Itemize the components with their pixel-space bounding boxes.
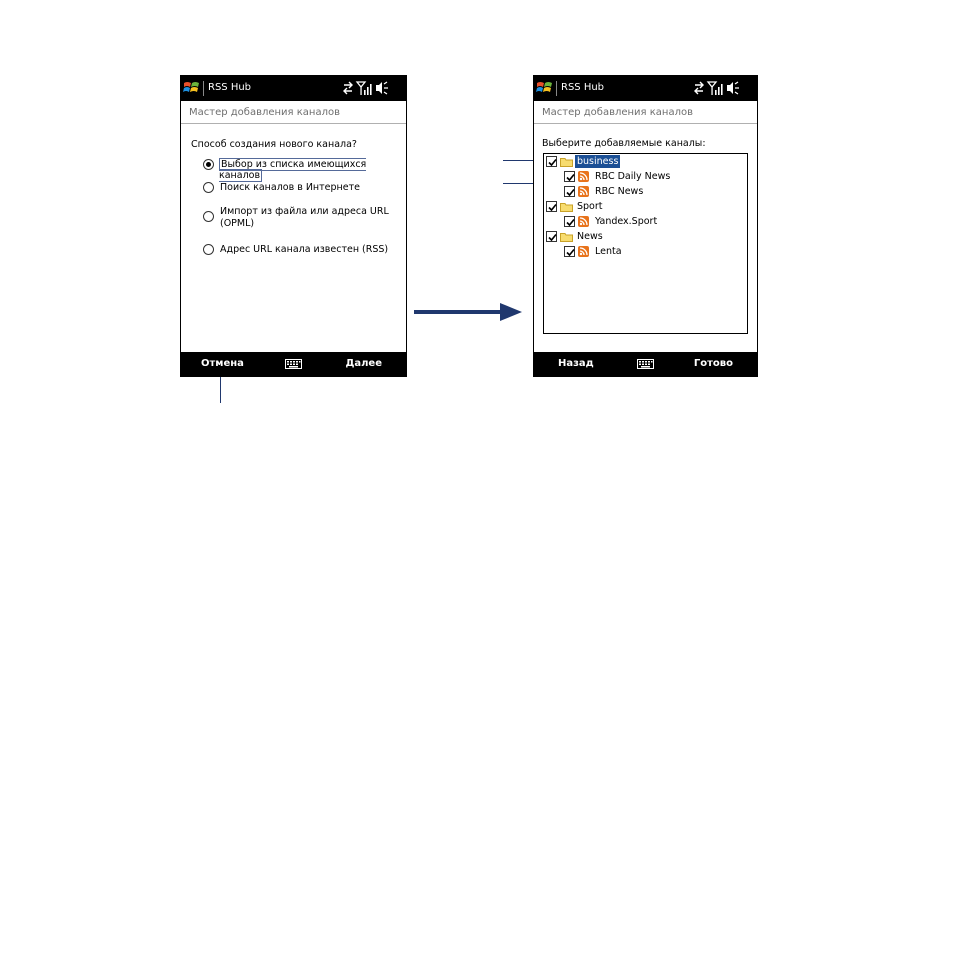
checkbox[interactable] <box>564 216 575 227</box>
status-icons[interactable] <box>342 80 392 99</box>
option-import-opml-label[interactable]: Импорт из файла или адреса URL <box>220 206 389 217</box>
tree-item-label: Yandex.Sport <box>595 216 658 227</box>
title-bar <box>534 76 757 101</box>
radio-select-from-list[interactable] <box>203 159 214 170</box>
rss-icon <box>578 186 589 197</box>
tree-item-feed[interactable] <box>564 185 744 198</box>
softkey-bar <box>181 352 406 376</box>
softkey-bar <box>534 352 757 376</box>
windows-logo-icon[interactable] <box>536 80 554 99</box>
tree-item-feed[interactable] <box>564 245 744 258</box>
checkbox[interactable] <box>546 156 557 167</box>
checkmark-icon <box>547 157 558 168</box>
method-question: Способ создания нового канала? <box>191 139 357 150</box>
checkbox[interactable] <box>546 231 557 242</box>
tree-item-feed[interactable] <box>564 215 744 228</box>
signal-icon <box>708 82 723 95</box>
sync-icon <box>695 82 703 94</box>
tree-item-label: RBC Daily News <box>595 171 671 182</box>
title-separator <box>203 81 204 96</box>
tree-item-label: business <box>577 156 619 167</box>
keyboard-icon[interactable] <box>285 359 302 372</box>
option-select-from-list-label[interactable] <box>219 159 406 181</box>
checkbox[interactable] <box>564 171 575 182</box>
wizard-screen-select-feeds <box>533 75 758 377</box>
sync-icon <box>344 82 352 94</box>
cancel-softkey[interactable]: Отмена <box>201 358 244 369</box>
option-label-text: Выбор из списка имеющихся каналов <box>219 159 367 181</box>
wizard-screen-method <box>180 75 407 377</box>
done-softkey[interactable]: Готово <box>693 358 733 369</box>
checkmark-icon <box>565 217 576 228</box>
app-title: RSS Hub <box>208 82 252 93</box>
app-title: RSS Hub <box>561 82 605 93</box>
folder-icon <box>560 202 573 212</box>
signal-icon <box>357 82 372 95</box>
select-feeds-prompt: Выберите добавляемые каналы: <box>542 138 706 149</box>
radio-rss-url-known[interactable] <box>203 244 214 255</box>
windows-logo-icon[interactable] <box>183 80 201 99</box>
callout-line-cancel <box>220 377 221 403</box>
tree-item-label: News <box>577 231 603 242</box>
title-bar <box>181 76 406 101</box>
right-arrow-icon <box>414 301 524 323</box>
tree-item-label: RBC News <box>595 186 644 197</box>
tree-item-folder[interactable] <box>545 200 745 213</box>
rss-icon <box>578 246 589 257</box>
keyboard-icon[interactable] <box>637 359 654 372</box>
back-softkey[interactable]: Назад <box>558 358 594 369</box>
radio-import-opml[interactable] <box>203 211 214 222</box>
checkbox[interactable] <box>564 246 575 257</box>
status-icons[interactable] <box>693 80 743 99</box>
feeds-tree[interactable] <box>543 153 748 334</box>
folder-icon <box>560 157 573 167</box>
wizard-subtitle: Мастер добавления каналов <box>534 101 757 124</box>
tree-item-label: Lenta <box>595 246 622 257</box>
checkmark-icon <box>547 232 558 243</box>
speaker-icon <box>376 82 388 94</box>
checkmark-icon <box>565 172 576 183</box>
next-softkey[interactable]: Далее <box>345 358 382 369</box>
checkbox[interactable] <box>564 186 575 197</box>
option-rss-url-known-label[interactable]: Адрес URL канала известен (RSS) <box>220 244 389 255</box>
checkbox[interactable] <box>546 201 557 212</box>
speaker-icon <box>727 82 739 94</box>
checkmark-icon <box>565 247 576 258</box>
tree-item-folder[interactable] <box>545 230 745 243</box>
checkmark-icon <box>565 187 576 198</box>
tree-item-folder[interactable] <box>545 155 745 168</box>
folder-icon <box>560 232 573 242</box>
tree-item-label: Sport <box>577 201 603 212</box>
tree-item-feed[interactable] <box>564 170 744 183</box>
checkmark-icon <box>547 202 558 213</box>
radio-search-internet[interactable] <box>203 182 214 193</box>
rss-icon <box>578 171 589 182</box>
wizard-subtitle: Мастер добавления каналов <box>181 101 406 124</box>
option-import-opml-label-2[interactable]: (OPML) <box>220 218 255 229</box>
option-search-internet-label[interactable]: Поиск каналов в Интернете <box>220 182 360 193</box>
title-separator <box>556 81 557 96</box>
rss-icon <box>578 216 589 227</box>
